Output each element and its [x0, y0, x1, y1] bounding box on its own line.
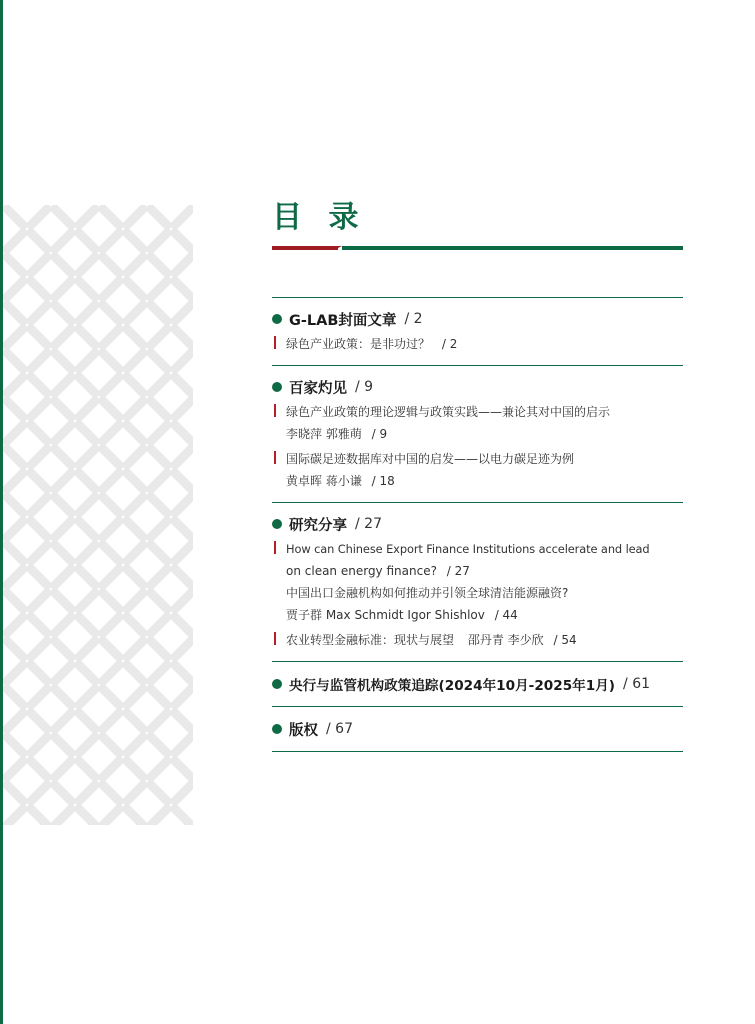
toc-article[interactable]: [272, 538, 683, 626]
toc-section-copyright: [272, 707, 683, 751]
section-page: / 61: [623, 676, 651, 692]
toc-article[interactable]: [272, 448, 683, 492]
article-title: 绿色产业政策的理论逻辑与政策实践——兼论其对中国的启示: [286, 405, 611, 419]
page-title: 目 录: [272, 200, 367, 235]
bullet-dot-icon: [272, 519, 282, 529]
bullet-dot-icon: [272, 724, 282, 734]
article-page: / 18: [371, 474, 395, 488]
toc-section-perspectives: [272, 366, 683, 502]
section-divider: [272, 751, 683, 752]
section-title: 研究分享: [289, 517, 347, 534]
article-title: 农业转型金融标准：现状与展望: [286, 633, 455, 647]
decorative-pattern: [3, 205, 193, 825]
article-page: / 9: [371, 427, 388, 441]
bullet-dot-icon: [272, 679, 282, 689]
article-title-cn: 中国出口金融机构如何推动并引领全球清洁能源融资?: [286, 586, 569, 600]
section-page: / 27: [355, 516, 382, 532]
article-title: 绿色产业政策：是非功过？: [286, 337, 431, 351]
section-title: G-LAB封面文章: [289, 312, 397, 329]
article-page: / 2: [441, 337, 458, 351]
article-page: / 44: [494, 608, 518, 622]
title-underline: [272, 245, 683, 251]
section-page: / 9: [355, 379, 374, 395]
article-title-en: How can Chinese Export Finance Institutions accelerate and lead: [286, 542, 650, 556]
toc-article[interactable]: [272, 333, 683, 355]
toc-section-research: [272, 503, 683, 661]
article-authors: 李晓萍 郭雅萌: [286, 427, 362, 441]
article-title: 国际碳足迹数据库对中国的启发——以电力碳足迹为例: [286, 452, 575, 466]
bullet-dot-icon: [272, 314, 282, 324]
table-of-contents: [272, 200, 683, 752]
article-authors: 贾子群 Max Schmidt Igor Shishlov: [286, 608, 485, 622]
section-page: / 2: [404, 311, 423, 327]
article-page: / 54: [553, 633, 577, 647]
section-title: 央行与监管机构政策追踪(2024年10月-2025年1月): [289, 678, 616, 694]
article-title-en-cont: on clean energy finance?: [286, 564, 437, 578]
article-page: / 27: [446, 564, 470, 578]
article-authors: 邵丹青 李少欣: [467, 633, 544, 647]
section-heading[interactable]: [272, 308, 683, 330]
toc-article[interactable]: [272, 401, 683, 445]
section-heading[interactable]: [272, 673, 683, 695]
section-title: 版权: [289, 722, 318, 739]
section-heading[interactable]: [272, 376, 683, 398]
toc-section-cover-story: [272, 298, 683, 365]
article-authors: 黄卓晖 蒋小谦: [286, 474, 362, 488]
section-page: / 67: [326, 721, 353, 737]
section-heading[interactable]: [272, 513, 683, 535]
toc-section-policy-tracking: [272, 662, 683, 706]
section-title: 百家灼见: [289, 380, 347, 397]
section-heading[interactable]: [272, 718, 683, 740]
toc-article[interactable]: [272, 629, 683, 651]
bullet-dot-icon: [272, 382, 282, 392]
